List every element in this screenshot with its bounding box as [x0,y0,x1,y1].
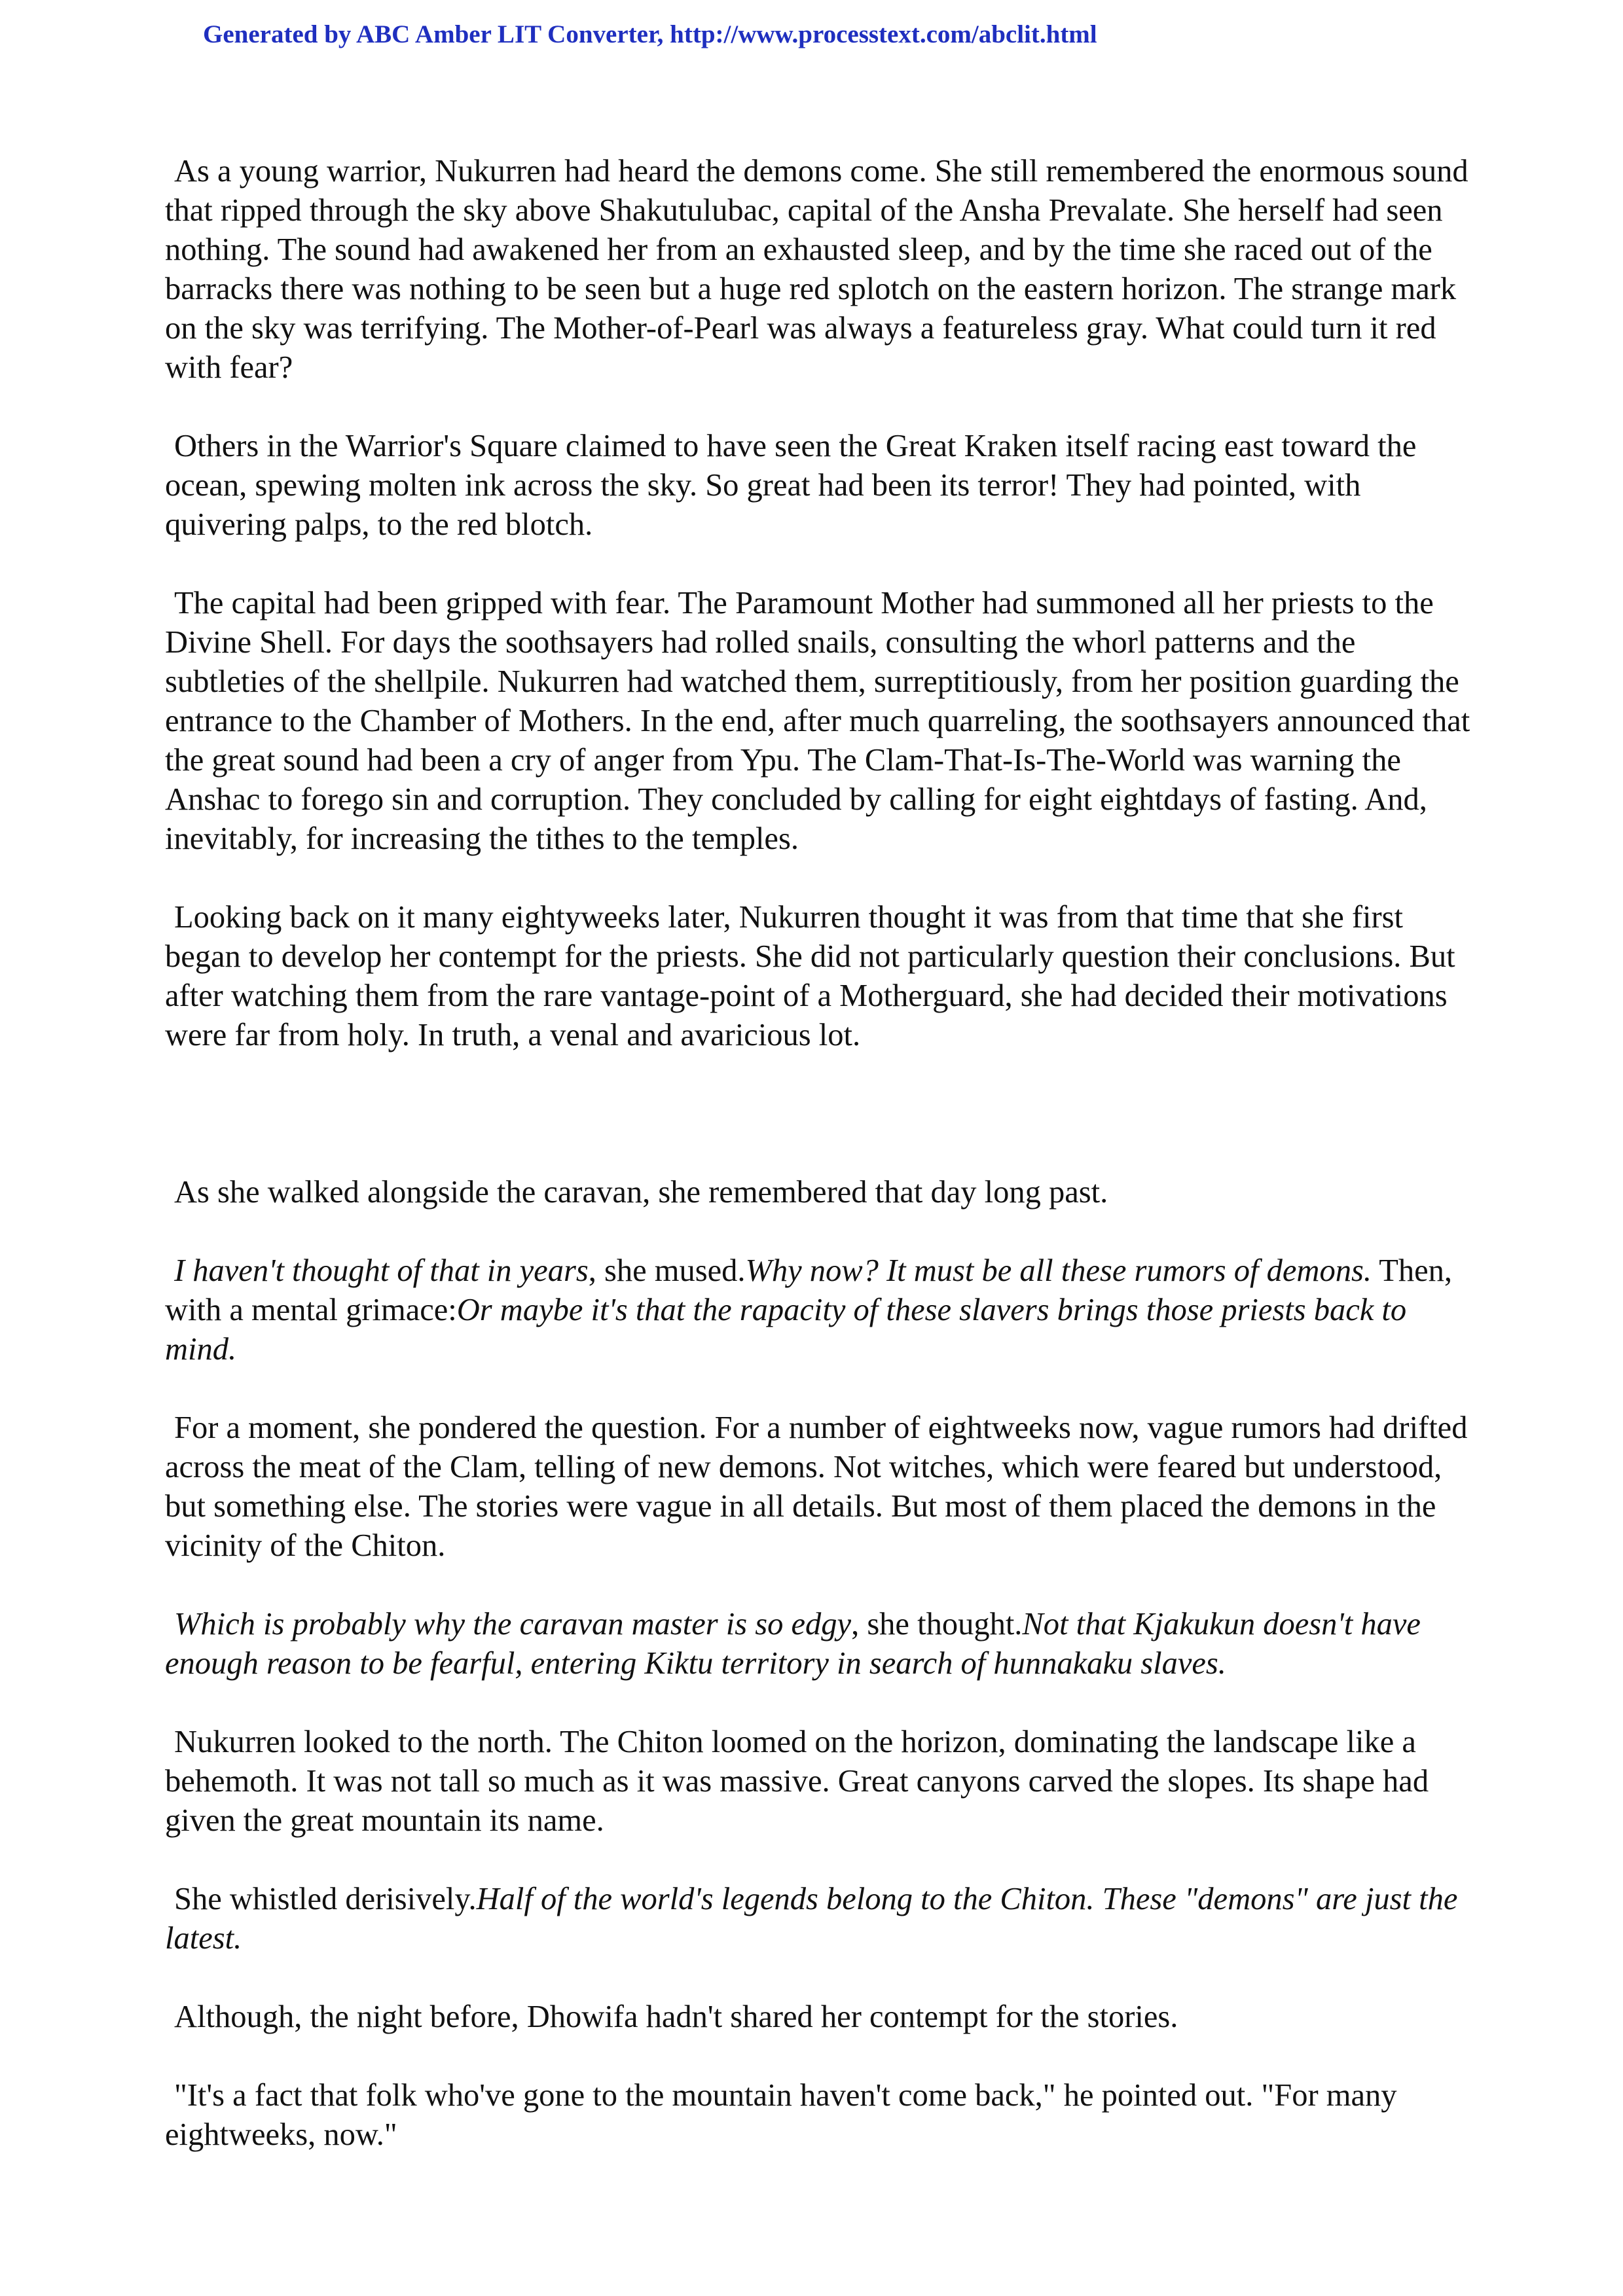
paragraph: "It's a fact that folk who've gone to the mountain haven't come back," he pointed out. "For many eightweeks, now." [165,2078,1397,2152]
narration: She whistled derisively. [174,1882,477,1916]
paragraph [165,1605,1474,1683]
italic-thought: Not that Kjakukun doesn't have enough reason to be fearful, entering Kiktu territory in search of hunnakaku slaves. [165,1607,1421,1681]
paragraph [165,1880,1474,1958]
italic-thought: I haven't thought of that in years [174,1253,589,1288]
document-body [165,152,1474,2155]
italic-thought: Or maybe it's that the rapacity of these slavers brings those priests back to mind. [165,1293,1407,1367]
paragraph: For a moment, she pondered the question. For a number of eightweeks now, vague rumors had drifted across the meat of the Clam, telling of new demons. Not witches, which were feared but understood, but something else. The stories were vague in all details. But most of them placed the demons in the vicinity of the Chiton. [165,1410,1468,1563]
italic-thought: Half of the world's legends belong to the Chiton. These "demons" are just the latest. [165,1882,1458,1956]
paragraph [165,1251,1474,1369]
italic-thought: Why now? It must be all these rumors of demons. [745,1253,1372,1288]
italic-thought: Which is probably why the caravan master is so edgy [174,1607,852,1641]
narration: Then, with a mental grimace: [165,1253,1452,1327]
paragraph: As a young warrior, Nukurren had heard the demons come. She still remembered the enormous sound that ripped through the sky above Shakutulubac, capital of the Ansha Prevalate. She herself had seen nothing. The sound had awakened her from an exhausted sleep, and by the time she raced out of the barracks there was nothing to be seen but a huge red splotch on the eastern horizon. The strange mark on the sky was terrifying. The Mother-of-Pearl was always a featureless gray. What could turn it red with fear? [165,154,1468,385]
paragraph: As she walked alongside the caravan, she remembered that day long past. [174,1175,1108,1210]
paragraph: Looking back on it many eightyweeks later, Nukurren thought it was from that time that she first began to develop her contempt for the priests. She did not particularly question their conclusions. But after watching them from the rare vantage-point of a Motherguard, she had decided their motivations were far from holy. In truth, a venal and avaricious lot. [165,900,1455,1052]
paragraph: Although, the night before, Dhowifa hadn't shared her contempt for the stories. [174,2000,1178,2034]
paragraph: The capital had been gripped with fear. The Paramount Mother had summoned all her priests to the Divine Shell. For days the soothsayers had rolled snails, consulting the whorl patterns and the subtleties of the shellpile. Nukurren had watched them, surreptitiously, from her position guarding the entrance to the Chamber of Mothers. In the end, after much quarreling, the soothsayers announced that the great sound had been a cry of anger from Ypu. The Clam-That-Is-The-World was warning the Anshac to forego sin and corruption. They concluded by calling for eight eightdays of fasting. And, inevitably, for increasing the tithes to the temples. [165,586,1470,856]
narration: , she mused. [588,1253,746,1288]
narration: , she thought. [851,1607,1023,1641]
paragraph: Others in the Warrior's Square claimed to have seen the Great Kraken itself racing east toward the ocean, spewing molten ink across the sky. So great had been its terror! They had pointed, with quivering palps, to the red blotch. [165,429,1417,542]
converter-banner[interactable]: Generated by ABC Amber LIT Converter, http://www.processtext.com/abclit.html [203,20,1097,48]
paragraph: Nukurren looked to the north. The Chiton loomed on the horizon, dominating the landscape like a behemoth. It was not tall so much as it was massive. Great canyons carved the slopes. Its shape had given the great mountain its name. [165,1725,1429,1838]
